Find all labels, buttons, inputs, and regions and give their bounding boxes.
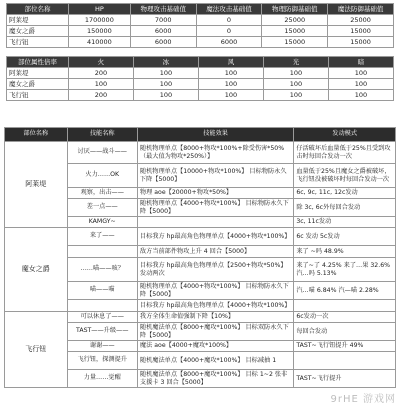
skill-mode-cell: 6c 发动 5c发动: [294, 228, 396, 246]
stats-header-cell: HP: [68, 4, 130, 15]
element-cell: 100: [263, 90, 328, 101]
skill-header-cell: 技能效果: [137, 128, 293, 142]
element-cell: 100: [328, 68, 393, 79]
skill-name-cell: 讨厌——战斗——: [67, 142, 137, 164]
element-cell: 飞行钮: [7, 90, 69, 101]
skill-mode-cell: 6c发动一次: [294, 312, 396, 323]
skill-name-cell: [67, 300, 137, 312]
element-cell: 100: [133, 68, 198, 79]
skill-mode-cell: 血量低于25%且魔女之爵被破坏，飞行钮没被破坏时每回合发动一次: [294, 164, 396, 188]
skill-mode-cell: [294, 352, 396, 370]
part-name-cell: 魔女之爵: [5, 228, 68, 312]
stats-cell: 6000: [130, 26, 196, 37]
skill-mode-cell: 6c, 9c, 11c, 12c发动: [294, 188, 396, 199]
element-header-row: [7, 57, 394, 68]
skill-name-cell: [67, 246, 137, 258]
stats-header-cell: 魔法防御基础值: [328, 4, 394, 15]
skill-effect-cell: 随机物理单点【8000+物攻*100%+除受伤害*50%（最大值为物攻*250%）】: [137, 142, 293, 164]
stats-header-cell: 物理防御基础值: [262, 4, 328, 15]
stats-cell: 15000: [262, 37, 328, 48]
skill-effect-cell: 随机魔法单点【4000+魔攻*100%】 目标减抽 1: [137, 352, 293, 370]
element-cell: 100: [68, 79, 133, 90]
table-row: [5, 312, 396, 323]
skill-mode-cell: 来了 ~吗 48.9%: [294, 246, 396, 258]
skill-mode-cell: 汽…喵 6.84% 汽—喵 2.28%: [294, 282, 396, 300]
skill-effect-cell: 敌方当前部件物攻上升 4 回合【5000】: [137, 246, 293, 258]
skill-effect-cell: 随机魔法单点【8000+魔攻*100%】 目标双防永久下降【5000】: [137, 323, 293, 341]
element-cell: 阿莱堤: [7, 68, 69, 79]
table-row: [7, 90, 394, 101]
table-row: [7, 79, 394, 90]
skill-name-cell: 可以休息了——: [67, 312, 137, 323]
skill-name-cell: 力量……觉醒: [67, 370, 137, 388]
skill-name-cell: 喵——喵: [67, 282, 137, 300]
skill-effect-cell: 目标我方 hp最高角色物理单点【4000+物攻*100%】: [137, 300, 293, 312]
stats-cell: 6000: [130, 37, 196, 48]
skill-effect-cell: 随机物理单点【10000+物攻*100%】 目标物防永久下降【5000】: [137, 164, 293, 188]
stats-cell: 6000: [196, 37, 262, 48]
skill-mode-cell: 每回合发动: [294, 323, 396, 341]
element-cell: 100: [328, 79, 393, 90]
element-cell: 100: [198, 79, 263, 90]
stats-header-cell: 物理攻击基础值: [130, 4, 196, 15]
element-header-cell: 火: [68, 57, 133, 68]
skill-header-row: [5, 128, 396, 142]
skill-header-cell: 部位名称: [5, 128, 68, 142]
element-cell: 100: [133, 90, 198, 101]
stats-cell: 0: [196, 26, 262, 37]
skill-mode-cell: 仔活破坏后血量低于25%且受到攻击时每回合发动一次: [294, 142, 396, 164]
skill-name-cell: 来了——: [67, 228, 137, 246]
skill-header-cell: 发动模式: [294, 128, 396, 142]
element-cell: 100: [328, 90, 393, 101]
skill-effect-cell: 目标我方 hp最高角色物理单点【4000+物攻*100%】: [137, 228, 293, 246]
skill-mode-cell: 除 3c, 6c外每回合发动: [294, 199, 396, 217]
stats-cell: 150000: [68, 26, 130, 37]
table-row: [7, 37, 394, 48]
site-watermark: 9rHE 游戏网: [330, 394, 396, 405]
stats-cell: 410000: [68, 37, 130, 48]
skill-effect-cell: 魔法 aoe【4000+魔攻*100%】: [137, 341, 293, 352]
table-row: [7, 68, 394, 79]
skill-name-cell: 差一点——: [67, 199, 137, 217]
table-row: [7, 26, 394, 37]
stats-cell: 7000: [130, 15, 196, 26]
element-cell: 100: [263, 68, 328, 79]
skill-mode-cell: TAST~飞行提升: [294, 370, 396, 388]
part-name-cell: 阿莱堤: [5, 142, 68, 228]
table-row: [7, 15, 394, 26]
stats-cell: 15000: [328, 26, 394, 37]
skill-name-cell: 观察，出击——: [67, 188, 137, 199]
stats-cell: 25000: [328, 15, 394, 26]
skill-name-cell: ……喵——咳？: [67, 258, 137, 282]
stats-cell: 0: [196, 15, 262, 26]
element-header-cell: 冰: [133, 57, 198, 68]
skill-name-cell: 火力……OK: [67, 164, 137, 188]
element-cell: 200: [68, 90, 133, 101]
skill-effect-cell: 随机物理单点【4000+物攻*100%】 目标物防永久下降【5000】: [137, 282, 293, 300]
stats-cell: 15000: [262, 26, 328, 37]
skill-table: [4, 127, 396, 388]
skill-effect-cell: 物理 aoe【20000+物攻*50%】: [137, 188, 293, 199]
stats-cell: 阿莱堤: [7, 15, 69, 26]
skill-name-cell: 谢谢——: [67, 341, 137, 352]
skill-effect-cell: 随机魔法单点【8000+魔攻*100%】 目标 1~2 张非支援卡 3 回合【5000】: [137, 370, 293, 388]
table-row: [5, 142, 396, 164]
skill-effect-cell: 我方全体生命值强制下降【10%】: [137, 312, 293, 323]
skill-header-cell: 技能名称: [67, 128, 137, 142]
skill-effect-cell: [137, 217, 293, 228]
stats-cell: 飞行钮: [7, 37, 69, 48]
element-cell: 魔女之爵: [7, 79, 69, 90]
stats-header-cell: 魔法攻击基础值: [196, 4, 262, 15]
stats-cell: 1700000: [68, 15, 130, 26]
element-header-cell: 光: [263, 57, 328, 68]
element-header-cell: 风: [198, 57, 263, 68]
element-cell: 100: [198, 90, 263, 101]
element-header-cell: 暗: [328, 57, 393, 68]
skill-name-cell: KAMGY~: [67, 217, 137, 228]
element-cell: 200: [68, 68, 133, 79]
table-row: [5, 228, 396, 246]
element-header-cell: 部位属性倍率: [7, 57, 69, 68]
boss-stats-table: [6, 3, 394, 48]
skill-mode-cell: 来了~了 4.25% 来了…果 32.6% 汽…吗 5.13%: [294, 258, 396, 282]
skill-mode-cell: TAST~飞行钮提升 49%: [294, 341, 396, 352]
stats-cell: 魔女之爵: [7, 26, 69, 37]
element-cell: 100: [133, 79, 198, 90]
element-multiplier-table: [6, 56, 394, 101]
stats-header-row: [7, 4, 394, 15]
skill-effect-cell: 目标我方 hp最高角色物理单点【2500+物攻*50%】 发动两次: [137, 258, 293, 282]
element-cell: 100: [263, 79, 328, 90]
skill-name-cell: TAST——升级——: [67, 323, 137, 341]
skill-mode-cell: 3c, 11c发动: [294, 217, 396, 228]
skill-mode-cell: [294, 300, 396, 312]
stats-cell: 25000: [262, 15, 328, 26]
skill-effect-cell: 随机物理单点【4000+物攻*100%】 目标物防永久下降【5000】: [137, 199, 293, 217]
stats-header-cell: 部位名称: [7, 4, 69, 15]
skill-name-cell: 飞行钮，探测提升: [67, 352, 137, 370]
part-name-cell: 飞行钮: [5, 312, 68, 388]
element-cell: 100: [198, 68, 263, 79]
stats-cell: 15000: [328, 37, 394, 48]
